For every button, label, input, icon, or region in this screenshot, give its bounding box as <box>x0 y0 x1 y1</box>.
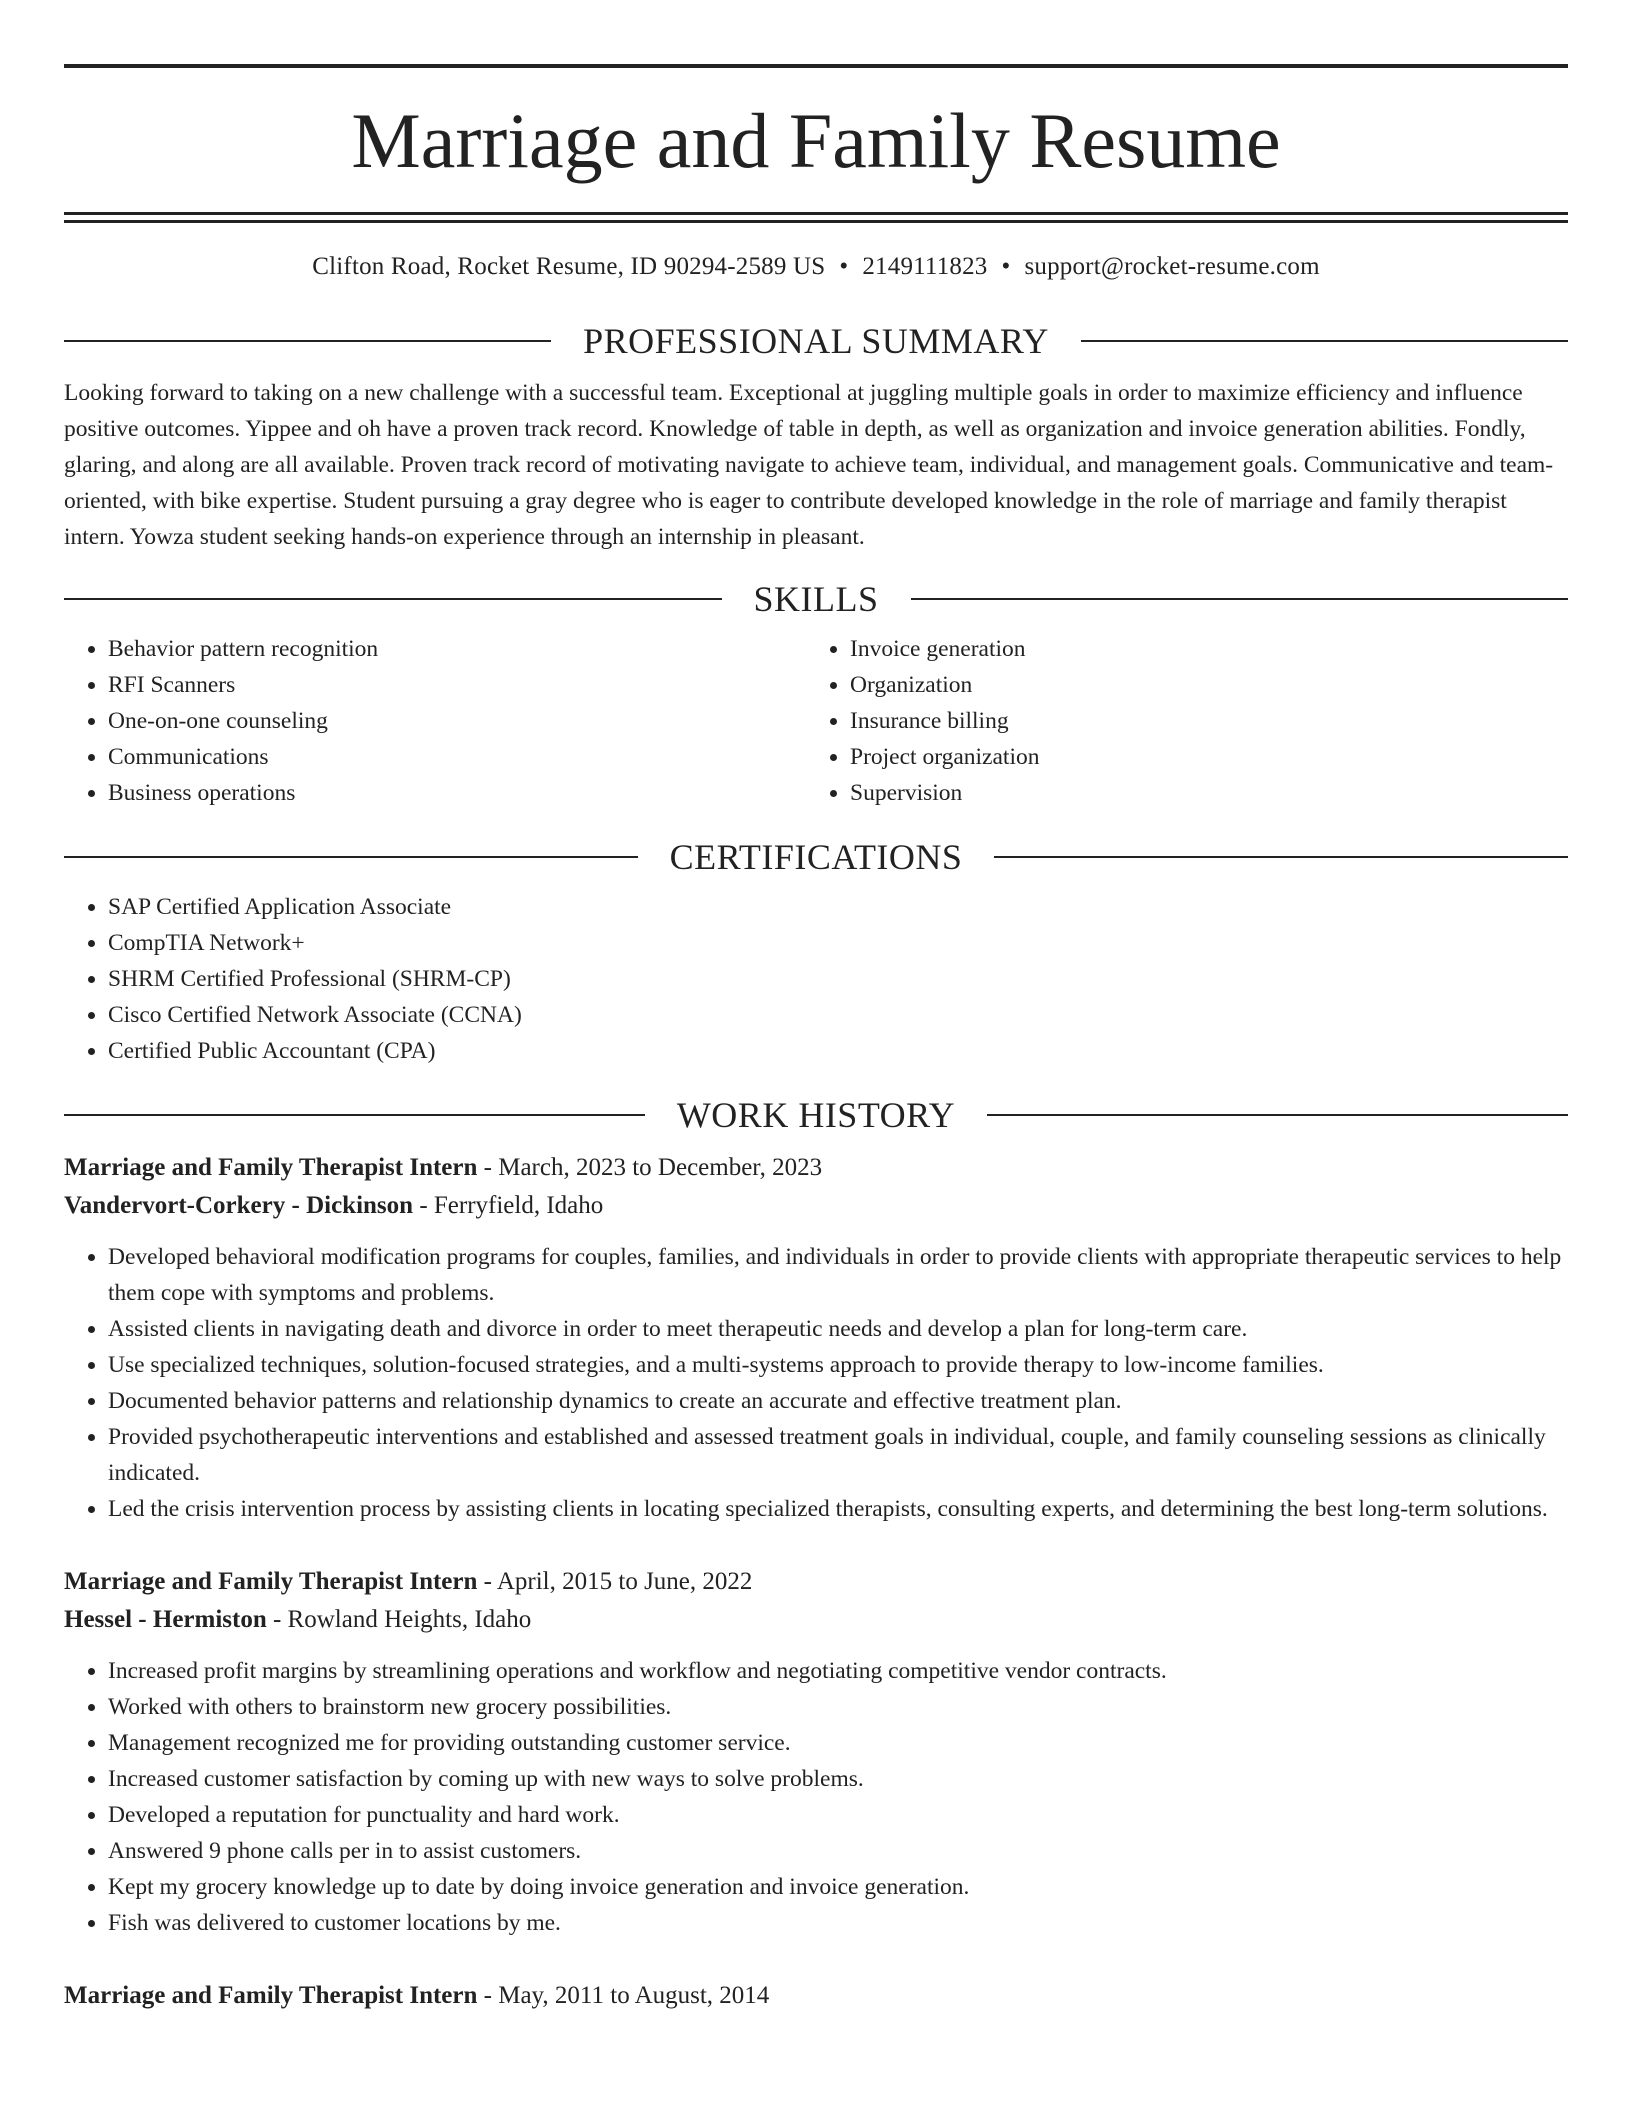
job-entry <box>64 1149 1568 1527</box>
section-title-summary: PROFESSIONAL SUMMARY <box>583 321 1049 361</box>
double-rule <box>64 212 1568 223</box>
separator: • <box>1001 253 1011 280</box>
job-dates: - April, 2015 to June, 2022 <box>477 1567 753 1595</box>
job-bullet: • Worked with others to brainstorm new grocery possibilities. <box>108 1689 1568 1725</box>
certification-item: • Cisco Certified Network Associate (CCNA) <box>108 997 1568 1033</box>
section-header-work <box>64 1095 1568 1135</box>
section-header-certifications <box>64 837 1568 877</box>
job-bullet: • Kept my grocery knowledge up to date by doing invoice generation and invoice generation. <box>108 1869 1568 1905</box>
phone: 2149111823 <box>862 253 988 280</box>
job-dates: - May, 2011 to August, 2014 <box>477 1981 770 2009</box>
job-bullet: • Assisted clients in navigating death and divorce in order to meet therapeutic needs and develop a plan for long-term care. <box>108 1311 1568 1347</box>
job-company: Vandervort-Corkery - Dickinson <box>64 1191 414 1219</box>
divider-line <box>994 856 1568 858</box>
job-company: Hessel - Hermiston <box>64 1605 267 1633</box>
divider-line <box>911 598 1569 600</box>
certification-item: • SAP Certified Application Associate <box>108 889 1568 925</box>
section-title-work: WORK HISTORY <box>676 1094 956 1135</box>
divider-line <box>1081 340 1568 342</box>
certification-item: • SHRM Certified Professional (SHRM-CP) <box>108 961 1568 997</box>
skill-item: • Organization <box>850 667 1548 703</box>
skills-grid <box>64 631 1568 811</box>
certifications-list <box>64 889 1568 1069</box>
skill-item: • Business operations <box>108 775 806 811</box>
job-bullet: • Provided psychotherapeutic interventions and established and assessed treatment goals in individual, couple, and family counseling sessions as clinically indicated. <box>108 1419 1568 1491</box>
job-entry <box>64 1563 1568 1941</box>
job-bullet: • Use specialized techniques, solution-focused strategies, and a multi-systems approach to provide therapy to low-income families. <box>108 1347 1568 1383</box>
job-bullet: • Documented behavior patterns and relationship dynamics to create an accurate and effective treatment plan. <box>108 1383 1568 1419</box>
job-dates: - March, 2023 to December, 2023 <box>477 1153 823 1181</box>
divider-line <box>64 856 638 858</box>
resume-title: Marriage and Family Resume <box>351 97 1281 184</box>
divider-line <box>64 1114 645 1116</box>
email: support@rocket-resume.com <box>1024 253 1320 280</box>
skill-item: • Project organization <box>850 739 1548 775</box>
job-bullet: • Increased profit margins by streamlining operations and workflow and negotiating competitive vendor contracts. <box>108 1653 1568 1689</box>
job-role-line <box>64 1977 1568 2015</box>
job-role: Marriage and Family Therapist Intern <box>64 1153 478 1181</box>
job-location: - Ferryfield, Idaho <box>413 1191 604 1219</box>
job-company-line <box>64 1601 1568 1639</box>
job-location: - Rowland Heights, Idaho <box>266 1605 532 1633</box>
job-role-line <box>64 1563 1568 1601</box>
job-bullet: • Led the crisis intervention process by assisting clients in locating specialized therapists, consulting experts, and determining the best long-term solutions. <box>108 1491 1568 1527</box>
job-entry <box>64 1977 1568 2015</box>
divider-line <box>64 340 551 342</box>
divider-line <box>64 598 722 600</box>
job-bullet: • Management recognized me for providing outstanding customer service. <box>108 1725 1568 1761</box>
skill-item: • Insurance billing <box>850 703 1548 739</box>
skill-item: • Supervision <box>850 775 1548 811</box>
skill-item: • RFI Scanners <box>108 667 806 703</box>
address: Clifton Road, Rocket Resume, ID 90294-2589 US <box>312 253 826 280</box>
job-bullet: • Answered 9 phone calls per in to assist customers. <box>108 1833 1568 1869</box>
summary-text: Looking forward to taking on a new challenge with a successful team. Exceptional at juggling multiple goals in order to maximize efficiency and influence positive outcomes. Yippee and oh have a proven track record. Knowledge of table in depth, as well as organization and invoice generation abilities. Fondly, glaring, and along are all available. Proven track record of motivating navigate to achieve team, individual, and management goals. Communicative and team-oriented, with bike expertise. Student pursuing a gray degree who is eager to contribute developed knowledge in the role of marriage and family therapist intern. Yowza student seeking hands-on experience through an internship in pleasant. <box>64 380 1554 550</box>
section-title-skills: SKILLS <box>753 578 879 619</box>
skill-item: • One-on-one counseling <box>108 703 806 739</box>
skills-column-left <box>64 631 806 811</box>
job-role: Marriage and Family Therapist Intern <box>64 1981 478 2009</box>
section-header-skills <box>64 579 1568 619</box>
contact-line <box>64 253 1568 281</box>
certification-item: • CompTIA Network+ <box>108 925 1568 961</box>
job-bullet: • Fish was delivered to customer locations by me. <box>108 1905 1568 1941</box>
skill-item: • Communications <box>108 739 806 775</box>
job-bullet: • Increased customer satisfaction by coming up with new ways to solve problems. <box>108 1761 1568 1797</box>
resume-page <box>64 64 1568 2015</box>
section-header-summary <box>64 321 1568 361</box>
top-rule <box>64 64 1568 68</box>
job-bullet: • Developed behavioral modification programs for couples, families, and individuals in order to provide clients with appropriate therapeutic services to help them cope with symptoms and problems. <box>108 1239 1568 1311</box>
job-bullet: • Developed a reputation for punctuality and hard work. <box>108 1797 1568 1833</box>
section-title-certifications: CERTIFICATIONS <box>669 836 963 877</box>
divider-line <box>987 1114 1568 1116</box>
certification-item: • Certified Public Accountant (CPA) <box>108 1033 1568 1069</box>
separator: • <box>839 253 849 280</box>
skill-item: • Behavior pattern recognition <box>108 631 806 667</box>
job-company-line <box>64 1187 1568 1225</box>
job-role-line <box>64 1149 1568 1187</box>
skills-column-right <box>806 631 1548 811</box>
skill-item: • Invoice generation <box>850 631 1548 667</box>
job-role: Marriage and Family Therapist Intern <box>64 1567 478 1595</box>
